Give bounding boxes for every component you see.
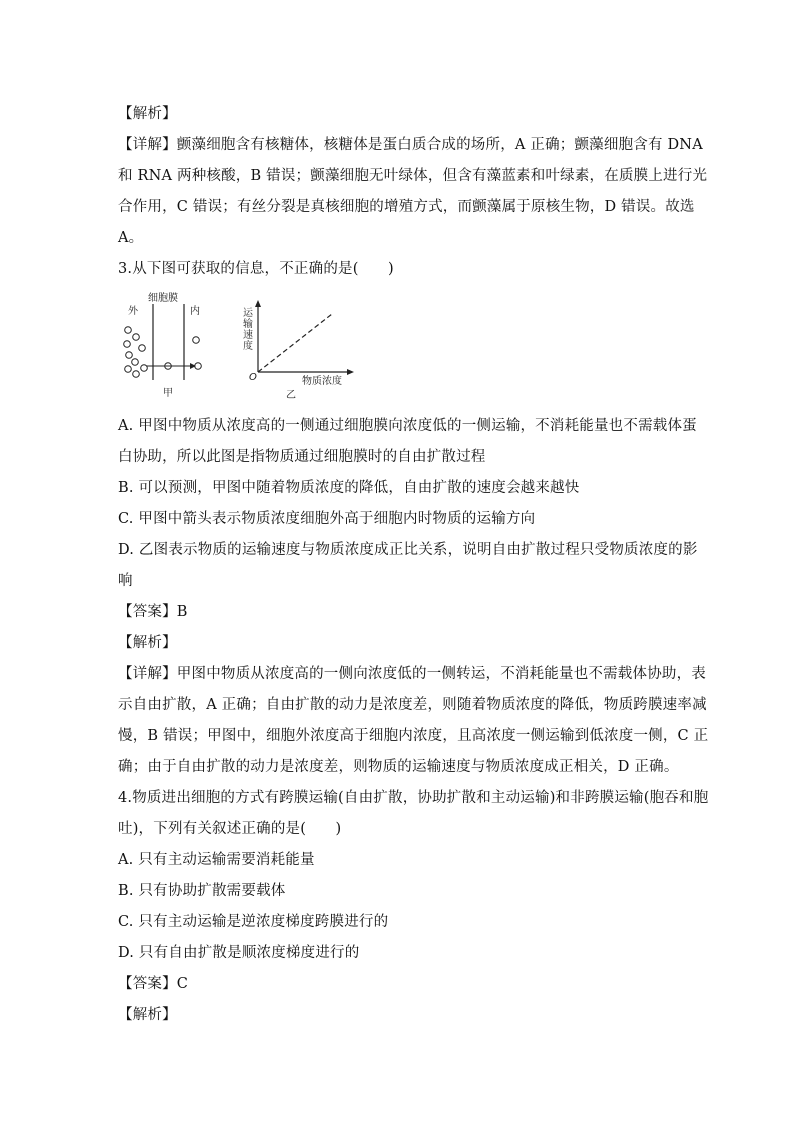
paragraph-line: A。 [118,230,144,246]
membrane-label: 细胞膜 [148,293,178,304]
section-heading-analysis: 【解析】 [118,635,177,651]
section-heading-analysis: 【解析】 [118,1007,177,1023]
paragraph-line: 示自由扩散，A 正确；自由扩散的动力是浓度差，则随着物质浓度的降低，物质跨膜速率减 [118,697,707,713]
paragraph-line: 合作用，C 错误；有丝分裂是真核细胞的增殖方式，而颤藻属于原核生物，D 错误。故选 [118,199,695,215]
proportional-line [258,314,332,372]
paragraph-line: 【详解】甲图中物质从浓度高的一侧向浓度低的一侧转运，不消耗能量也不需载体协助，表 [118,666,706,682]
paragraph-line: 和 RNA 两种核酸，B 错误；颤藻细胞无叶绿体，但含有藻蓝素和叶绿素，在质膜上进行光 [118,168,708,184]
figure-yi-label: 乙 [286,390,296,401]
option-c: C. 甲图中箭头表示物质浓度细胞外高于细胞内时物质的运输方向 [118,511,536,527]
question-3-stem: 3.从下图可获取的信息，不正确的是( ) [118,261,394,277]
paragraph-line: 响 [118,573,133,589]
figure-jia-label: 甲 [163,388,173,399]
paragraph-line: 确；由于自由扩散的动力是浓度差，则物质的运输速度与物质浓度成正相关，D 正确。 [118,759,679,775]
y-axis-char: 度 [243,341,253,352]
question-4-stem: 4.物质进出细胞的方式有跨膜运输(自由扩散，协助扩散和主动运输)和非跨膜运输(胞吞和胞 [118,790,709,806]
y-axis-char: 速 [243,330,253,341]
answer-label: 【答案】B [118,604,188,620]
y-axis-char: 输 [243,319,253,330]
paragraph-line: 白协助，所以此图是指物质通过细胞膜时的自由扩散过程 [118,449,486,465]
option-d: D. 只有自由扩散是顺浓度梯度进行的 [118,945,360,961]
option-a: A. 只有主动运输需要消耗能量 [118,852,315,868]
x-axis-label: 物质浓度 [302,376,342,387]
question-3-figure [118,292,378,402]
option-a: A. 甲图中物质从浓度高的一侧通过细胞膜向浓度低的一侧运输，不消耗能量也不需载体蛋 [118,418,697,434]
option-b: B. 只有协助扩散需要载体 [118,883,286,899]
diffusion-diagram [118,292,378,402]
option-b: B. 可以预测，甲图中随着物质浓度的降低，自由扩散的速度会越来越快 [118,480,580,496]
paragraph-line: 慢，B 错误；甲图中，细胞外浓度高于细胞内浓度，且高浓度一侧运输到低浓度一侧，C 正 [118,728,709,744]
option-c: C. 只有主动运输是逆浓度梯度跨膜进行的 [118,914,389,930]
answer-label: 【答案】C [118,976,189,992]
inside-label: 内 [190,306,200,317]
paragraph-line: 【详解】颤藻细胞含有核糖体，核糖体是蛋白质合成的场所，A 正确；颤藻细胞含有 DNA [118,137,703,153]
section-heading-analysis: 【解析】 [118,106,177,122]
paragraph-line: 吐)，下列有关叙述正确的是( ) [118,821,342,837]
outside-label: 外 [128,306,138,317]
origin-label: O [249,372,257,383]
y-axis-char: 运 [243,308,253,319]
option-d: D. 乙图表示物质的运输速度与物质浓度成正比关系，说明自由扩散过程只受物质浓度的影 [118,542,698,558]
molecule-circles [124,327,202,378]
